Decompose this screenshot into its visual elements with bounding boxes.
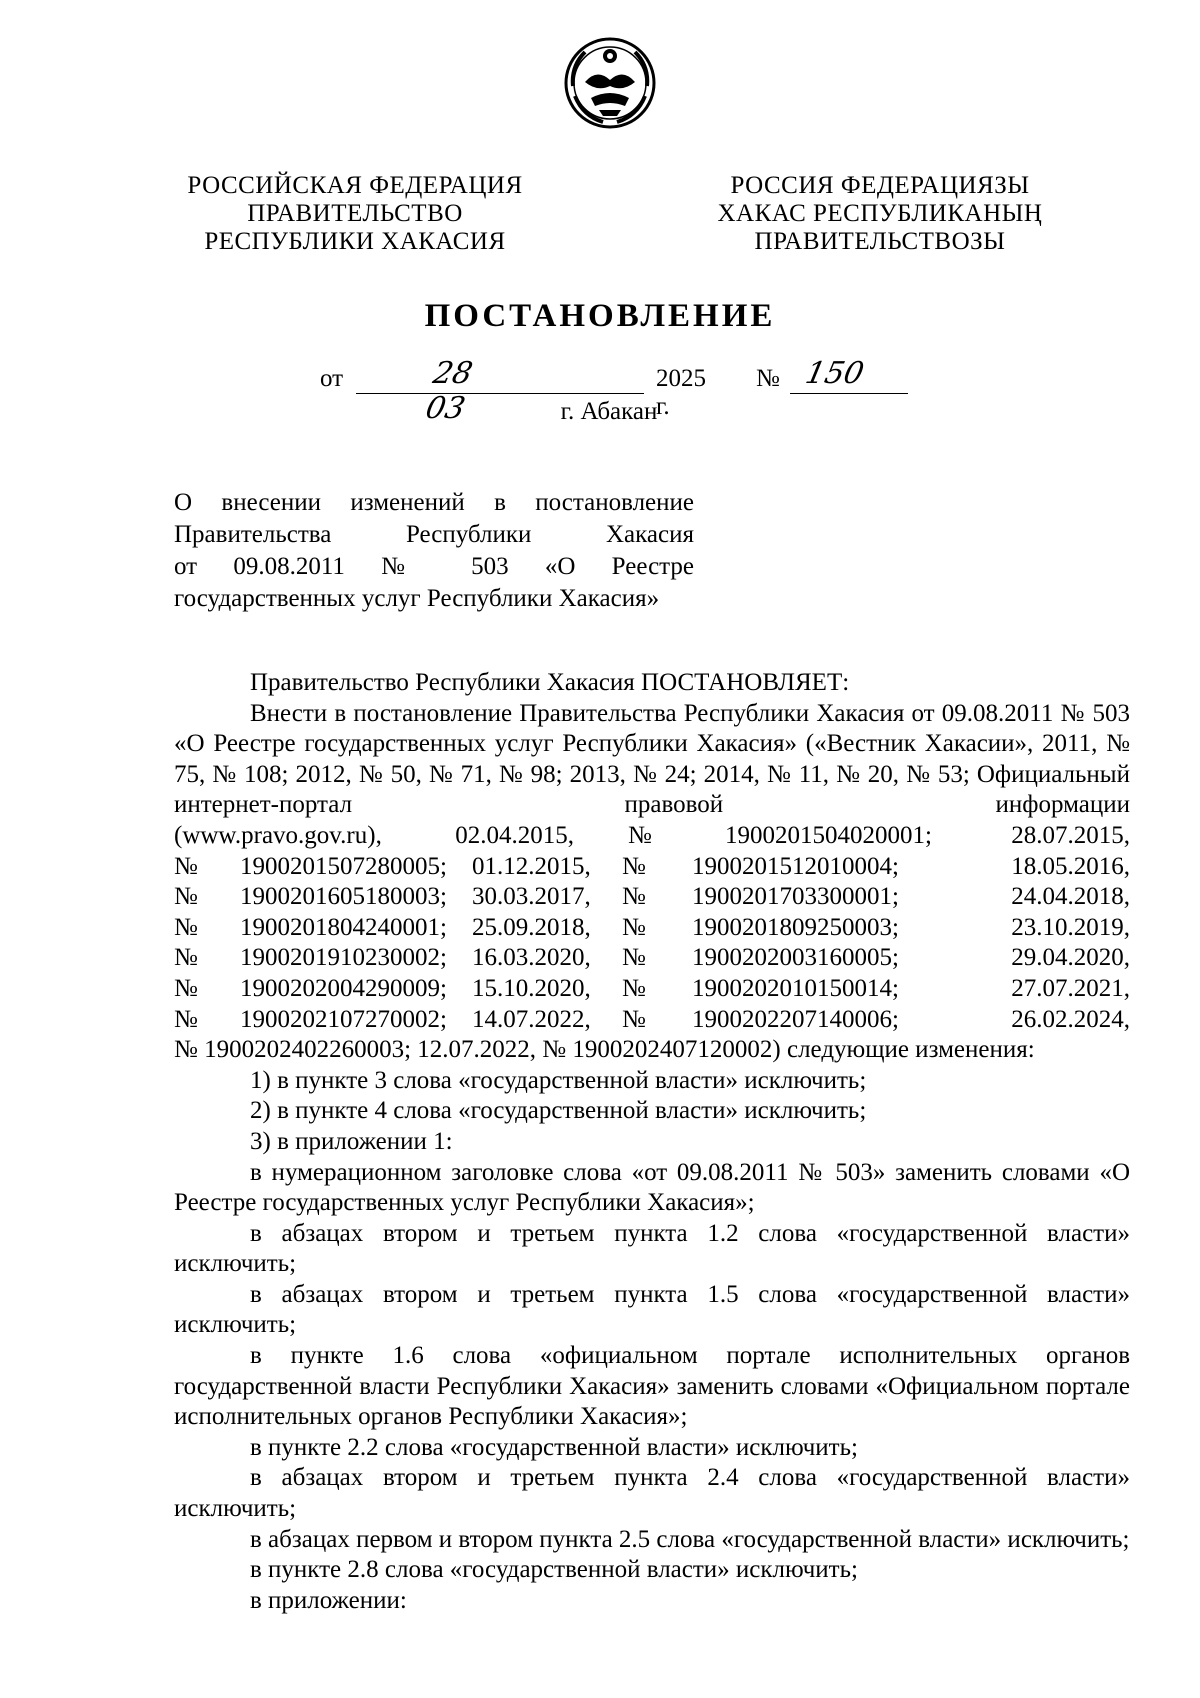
change-paragraph: в пункте 2.2 слова «государственной власти» исключить; xyxy=(250,1433,858,1461)
table-cell: 1900202207140006; xyxy=(692,1005,899,1033)
change-paragraph: в абзацах втором и третьем пункта 2.4 слова «государственной власти» исключить; xyxy=(174,1464,1130,1523)
city-label: г. Абакан xyxy=(560,398,658,425)
table-cell: 14.07.2022, xyxy=(472,1005,591,1033)
table-cell: № xyxy=(174,883,198,911)
table-cell: 16.03.2020, xyxy=(472,944,591,972)
subject-line: О внесении изменений в постановление xyxy=(174,489,694,516)
table-cell: 1900201512010004; xyxy=(692,852,899,880)
table-cell: 1900201804240001; xyxy=(240,913,447,941)
table-cell: 1900201809250003; xyxy=(692,913,899,941)
table-row xyxy=(174,913,1130,944)
table-cell: № xyxy=(174,944,198,972)
table-row xyxy=(174,821,1130,852)
change-paragraph: в пункте 2.8 слова «государственной власти» исключить; xyxy=(250,1556,858,1584)
change-paragraph: в абзацах первом и втором пункта 2.5 слова «государственной власти» исключить; xyxy=(250,1525,1130,1553)
change-paragraph: 1) в пункте 3 слова «государственной власти» исключить; xyxy=(250,1066,867,1094)
document-type-title: ПОСТАНОВЛЕНИЕ xyxy=(424,298,776,334)
table-cell: 1900202004290009; xyxy=(240,974,447,1002)
lead-paragraph: Внести в постановление Правительства Республики Хакасия от 09.08.2011 № 503 «О Реестре государственных услуг Республики Хакасия» («Вестник Хакасии», 2011, № 75, № 108; 2012, № 50, № 71, № 98; 2013, № 24; 2014, № 11, № 20, № 53; Официальный интернет-портал правовой информации xyxy=(174,699,1130,819)
table-cell: № xyxy=(622,1005,646,1033)
tail-paragraph: № 1900202402260003; 12.07.2022, № 1900202407120002) следующие изменения: xyxy=(174,1036,1035,1064)
subject-line: государственных услуг Республики Хакасия» xyxy=(174,585,660,612)
table-cell: № xyxy=(622,852,646,880)
header-right-line: ПРАВИТЕЛЬСТВОЗЫ xyxy=(754,228,1006,255)
handwritten-date: 28 03 xyxy=(422,356,476,426)
change-paragraph: в нумерационном заголовке слова «от 09.08.2011 № 503» заменить словами «О Реестре государственных услуг Республики Хакасия»; xyxy=(174,1158,1130,1217)
table-cell: № xyxy=(174,974,198,1002)
table-cell: 02.04.2015, xyxy=(455,821,574,849)
year-label: 2025 г. xyxy=(656,365,706,420)
table-cell: № xyxy=(622,883,646,911)
change-paragraph: 2) в пункте 4 слова «государственной власти» исключить; xyxy=(250,1097,867,1125)
publication-numbers-table xyxy=(174,821,1130,852)
table-cell: 18.05.2016, xyxy=(1011,852,1130,880)
table-row xyxy=(174,974,1130,1005)
table-cell: № xyxy=(628,821,652,849)
subject-line: Правительства Республики Хакасия xyxy=(174,521,694,548)
table-row xyxy=(174,943,1130,974)
header-left-line: РОССИЙСКАЯ ФЕДЕРАЦИЯ xyxy=(187,172,523,199)
table-cell: 30.03.2017, xyxy=(472,883,591,911)
table-row xyxy=(174,852,1130,883)
table-cell: 1900201605180003; xyxy=(240,883,447,911)
change-paragraph: в пункте 1.6 слова «официальном портале исполнительных органов государственной власти Республики Хакасия» заменить словами «Официальном портале исполнительных органов Республики Хакасия»; xyxy=(174,1342,1130,1431)
table-row xyxy=(174,882,1130,913)
table-cell: № xyxy=(174,1005,198,1033)
table-cell: 1900201507280005; xyxy=(240,852,447,880)
table-cell: 29.04.2020, xyxy=(1011,944,1130,972)
table-cell: (www.pravo.gov.ru), xyxy=(174,821,382,849)
table-cell: № xyxy=(622,913,646,941)
change-paragraph: в приложении: xyxy=(250,1586,407,1614)
table-cell: 1900201703300001; xyxy=(692,883,899,911)
subject-title-block xyxy=(174,487,694,615)
table-cell: 1900202003160005; xyxy=(692,944,899,972)
table-cell: 15.10.2020, xyxy=(472,974,591,1002)
table-cell: 28.07.2015, xyxy=(1011,821,1130,849)
change-paragraph: в абзацах втором и третьем пункта 1.5 слова «государственной власти» исключить; xyxy=(174,1280,1130,1339)
table-cell: 26.02.2024, xyxy=(1011,1005,1130,1033)
intro-paragraph: Правительство Республики Хакасия ПОСТАНОВЛЯЕТ: xyxy=(250,669,850,696)
header-right-line: РОССИЯ ФЕДЕРАЦИЯЗЫ xyxy=(730,172,1030,199)
header-left-block xyxy=(165,172,545,256)
table-cell: № xyxy=(622,944,646,972)
header-right-line: ХАКАС РЕСПУБЛИКАНЫҢ xyxy=(717,200,1043,227)
coat-of-arms-emblem xyxy=(563,36,657,130)
table-cell: 01.12.2015, xyxy=(472,852,591,880)
date-underline xyxy=(356,393,644,394)
from-label: от xyxy=(320,365,344,392)
table-cell: 25.09.2018, xyxy=(472,913,591,941)
table-row xyxy=(174,1005,1130,1036)
table-cell: 23.10.2019, xyxy=(1011,913,1130,941)
table-cell: 1900202107270002; xyxy=(240,1005,447,1033)
table-cell: 27.07.2021, xyxy=(1011,974,1130,1002)
header-left-line: ПРАВИТЕЛЬСТВО xyxy=(247,200,463,227)
change-paragraph: в абзацах втором и третьем пункта 1.2 слова «государственной власти» исключить; xyxy=(174,1219,1130,1278)
table-cell: № xyxy=(174,913,198,941)
table-cell: 1900202010150014; xyxy=(692,974,899,1002)
subject-line: от 09.08.2011 № 503 «О Реестре xyxy=(174,553,694,580)
change-paragraph: 3) в приложении 1: xyxy=(250,1127,453,1155)
document-body xyxy=(174,668,1130,1616)
number-underline xyxy=(790,393,908,394)
table-cell: № xyxy=(622,974,646,1002)
handwritten-number: 150 xyxy=(802,356,867,391)
header-left-line: РЕСПУБЛИКИ ХАКАСИЯ xyxy=(204,228,506,255)
table-cell: № xyxy=(174,852,198,880)
table-cell: 1900201504020001; xyxy=(724,821,932,849)
number-label: № xyxy=(756,365,780,392)
table-cell: 1900201910230002; xyxy=(240,944,447,972)
header-right-block xyxy=(690,172,1070,256)
registry-numbers-table xyxy=(174,852,1130,1036)
table-cell: 24.04.2018, xyxy=(1011,883,1130,911)
